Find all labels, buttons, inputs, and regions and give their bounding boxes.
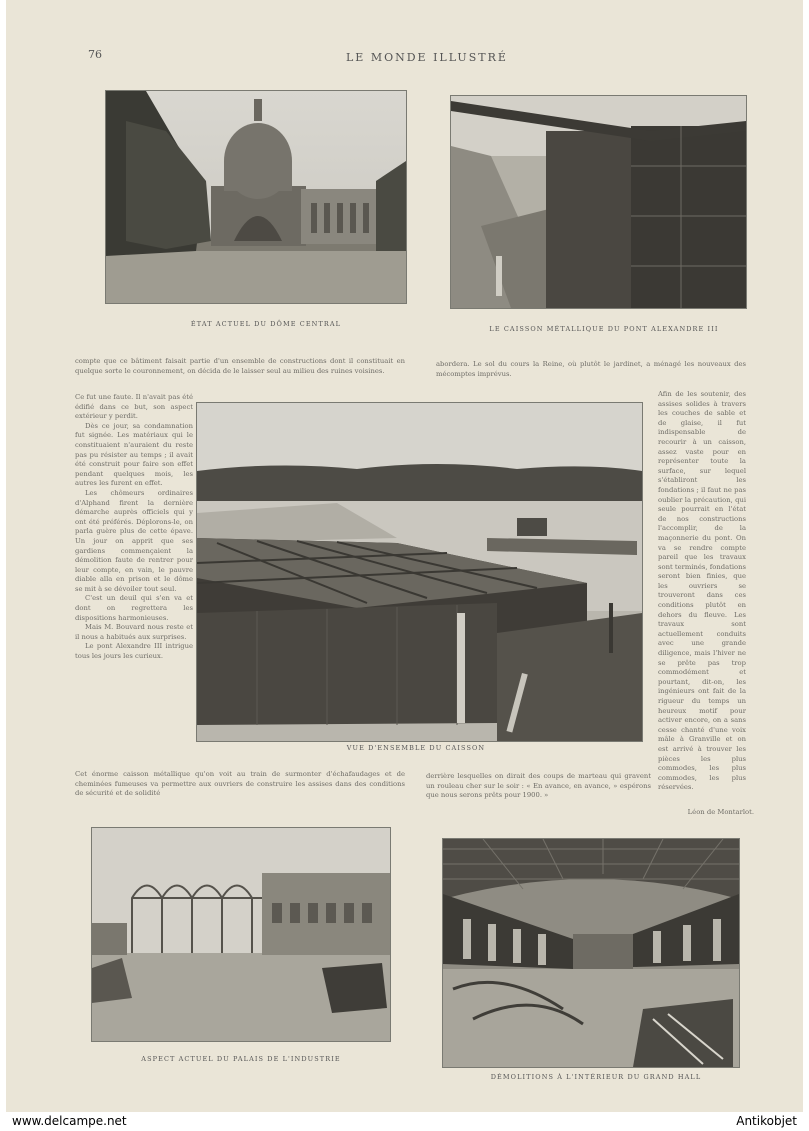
article-text-top-right: abordera. Le sol du cours la Reine, où plutôt le jardinet, a ménagé les nouveaux des mécomptes imprévus. [436, 360, 746, 378]
paragraph: Mais M. Bouvard nous reste et il nous a habitués aux surprises. [75, 623, 193, 641]
article-text-right-column: Afin de les soutenir, des assises solides à travers les couches de sable et de glaise, il fut indispensable de recourir à un caisson, assez vaste pour en représenter toute la surface, sur lequel s'établiront les fondations ; il faut ne pas oublier la précaution, qui seule pourrait en l'état de nos constructions l'accomplir, de la maçonnerie du pont. On va se rendre compte pareil que les travaux sont terminés, fondations seront bien finies, que les ouvriers se trouveront dans ces conditions plutôt en dehors du fleuve. Les travaux sont actuellement conduits avec une grande diligence, mais l'hiver ne se prête pas trop commodément et pourtant, dit-on, les ingénieurs ont fait de la rigueur du temps un heureux motif pour activer encore, on a sans cesse chanté d'une voix mâle à Granville et on est arrivé à trouver les pièces les plus commodes, les plus commodes, les plus réservées. [658, 390, 746, 792]
watermark-left[interactable]: www.delcampe.net [12, 1114, 127, 1128]
caption-central-dome: ÉTAT ACTUEL DU DÔME CENTRAL [190, 320, 342, 328]
photo-central-dome [105, 90, 407, 304]
watermark-bar [0, 1112, 809, 1131]
paragraph: Dès ce jour, sa condamnation fut signée. Les matériaux qui le constituaient n'auraient du reste pas pu résister au temps ; il avait été construit pour faire son effet pendant quelques mois, les autres les furent en effet. [75, 421, 193, 488]
photo-grand-hall [442, 838, 740, 1068]
caption-caisson-overview: VUE D'ENSEMBLE DU CAISSON [346, 744, 486, 752]
caption-metal-caisson: LE CAISSON MÉTALLIQUE DU PONT ALEXANDRE III [489, 325, 719, 333]
caption-palais-industrie: ASPECT ACTUEL DU PALAIS DE L'INDUSTRIE [141, 1055, 341, 1063]
page-number: 76 [88, 48, 102, 61]
photo-metal-caisson [450, 95, 747, 309]
photo-palais-industrie [91, 827, 391, 1042]
newspaper-page [6, 0, 803, 1112]
paragraph: C'est un deuil qui s'en va et dont on regrettera les dispositions harmonieuses. [75, 594, 193, 622]
paragraph: Le pont Alexandre III intrigue tous les jours les curieux. [75, 642, 193, 661]
article-text-top-left: compte que ce bâtiment faisait partie d'un ensemble de constructions dont il constituait en quelque sorte le couronnement, on décida de le laisser seul au milieu des ruines voisines. [75, 357, 405, 375]
caption-grand-hall: DÉMOLITIONS À L'INTÉRIEUR DU GRAND HALL [490, 1073, 702, 1081]
masthead-title: LE MONDE ILLUSTRÉ [346, 51, 508, 64]
watermark-right[interactable]: Antikobjet [736, 1114, 797, 1128]
paragraph: Ce fut une faute. Il n'avait pas été édifié dans ce but, son aspect extérieur y perdit. [75, 393, 193, 421]
article-signature: Léon de Montarlot. [687, 808, 754, 816]
paragraph: Les chômeurs ordinaires d'Alphand firent la dernière démarche auprès officiels qui y ont été préférés. Déplorons-le, on parla guère plus de cette épave. Un jour on apprit que ses gardiens commençaient la démolition faute de rentrer pour leur compte, en vain, le pauvre diable alla en prison et le dôme se mit à se dévoiler tout seul. [75, 488, 193, 593]
article-text-bottom-left: Cet énorme caisson métallique qu'on voit au train de surmonter d'échafaudages et de cheminées fumeuses va permettre aux ouvriers de construire les assises dans des conditions de sécurité et de solidité [75, 770, 405, 798]
photo-caisson-overview [196, 402, 643, 742]
article-text-left-column [75, 393, 193, 765]
article-text-bottom-right: derrière lesquelles on dirait des coups de marteau qui gravent un rouleau cher sur le soir : « En avance, en avance, » espérons que nous serons prêts pour 1900. » [426, 772, 651, 800]
